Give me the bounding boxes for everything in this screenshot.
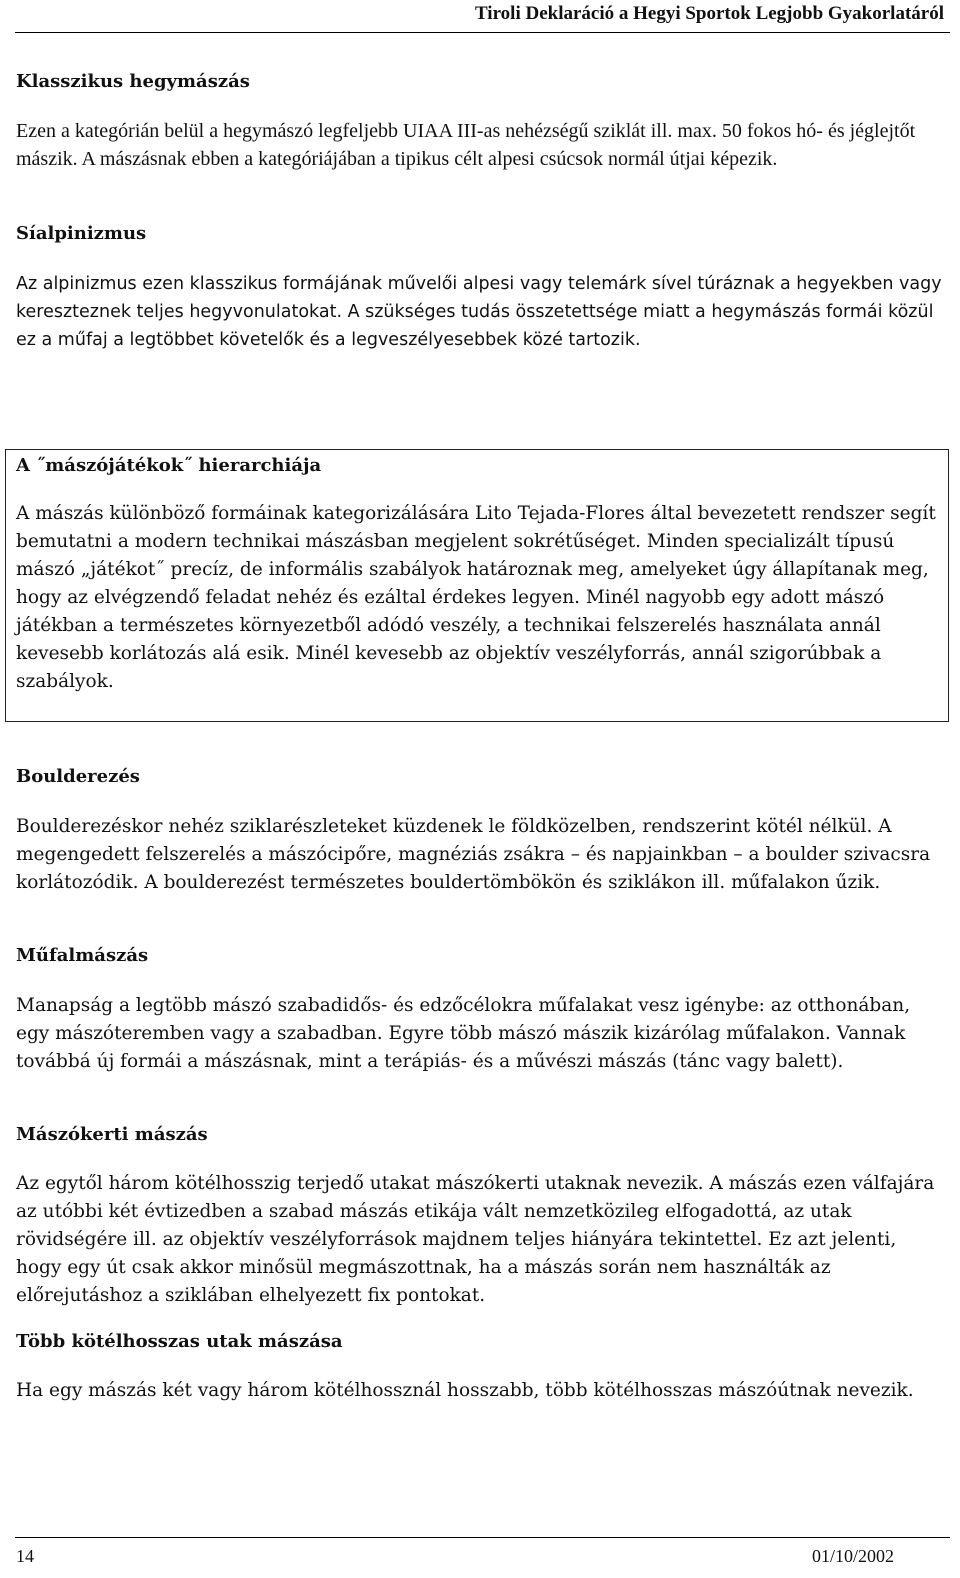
section-text-sialpinizmus: Az alpinizmus ezen klasszikus formájának művelői alpesi vagy telemárk sível túráznak a hegyekben vagy kereszteznek teljes hegyvonulatokat. A szükséges tudás összetettsége miatt a hegymászás formái közül ez a műfaj a legtöbbet követelők és a legveszélyesebbek közé tartozik.: [16, 274, 942, 350]
section-text-tobb-kotelhossz: Ha egy mászás két vagy három kötélhossznál hosszabb, több kötélhosszas mászóútnak nevezik.: [16, 1380, 914, 1401]
section-heading-tobb-kotelhossz: Több kötélhosszas utak mászása: [16, 1331, 343, 1352]
section-text-mufalmaszas: Manapság a legtöbb mászó szabadidős- és edzőcélokra műfalakat vesz igénybe: az otthonában, egy mászóteremben vagy a szabadban. Egyre több mászó mászik kizárólag műfalakon. Vannak továbbá új formái a mászásnak, mint a terápiás- és a művészi mászás (tánc vagy balett).: [16, 995, 911, 1072]
section-heading-klasszikus: Klasszikus hegymászás: [16, 71, 250, 92]
running-header: [0, 0, 960, 30]
section-heading-sialpinizmus: Síalpinizmus: [16, 223, 147, 244]
section-heading-boulderezes: Boulderezés: [16, 766, 140, 787]
highlight-box: [5, 449, 949, 722]
document-title: Tiroli Deklaráció a Hegyi Sportok Legjobb Gyakorlatáról: [474, 3, 944, 24]
section-text-maszojatekok: A mászás különböző formáinak kategorizálására Lito Tejada-Flores által bevezetett rendszer segít bemutatni a modern technikai mászásban megjelent sokrétűséget. Minden specializált típusú mászó „játékot˝ precíz, de informális szabályok határoznak meg, amelyeket úgy állapítanak meg, hogy az elvégzendő feladat nehéz és ezáltal érdekes legyen. Minél nagyobb egy adott mászó játékban a természetes környezetből adódó veszély, a technikai felszerelés használata annál kevesebb korlátozás alá esik. Minél kevesebb az objektív veszélyforrás, annál szigorúbbak a szabályok.: [16, 503, 936, 692]
section-heading-mufalmaszas: Műfalmászás: [16, 945, 149, 966]
footer-divider: [15, 1537, 950, 1538]
section-heading-maszokerti: Mászókerti mászás: [16, 1124, 208, 1145]
section-text-maszokerti: Az egytől három kötélhosszig terjedő utakat mászókerti utaknak nevezik. A mászás ezen válfajára az utóbbi két évtizedben a szabad mászás etikája vált nemzetközileg elfogadottá, az utak rövidségére ill. az objektív veszélyforrások majdnem teljes hiányára tekintettel. Ez azt jelenti, hogy egy út csak akkor minősül megmászottnak, ha a mászás során nem használták az előrejutáshoz a sziklában elhelyezett fix pontokat.: [16, 1173, 935, 1306]
section-text-boulderezes: Boulderezéskor nehéz sziklarészleteket küzdenek le földközelben, rendszerint kötél nélkül. A megengedett felszerelés a mászócipőre, magnéziás zsákra – és napjainkban – a boulder szivacsra korlátozódik. A boulderezést természetes bouldertömbökön és sziklákon ill. műfalakon űzik.: [16, 816, 931, 893]
section-text-klasszikus: Ezen a kategórián belül a hegymászó legfeljebb UIAA III-as nehézségű sziklát ill. max. 50 fokos hó- és jéglejtőt mászik. A mászásnak ebben a kategóriájában a tipikus célt alpesi csúcsok normál útjai képezik.: [16, 120, 916, 170]
section-heading-maszojatekok: A ˝mászójátékok˝ hierarchiája: [16, 455, 322, 476]
header-divider: [15, 32, 950, 33]
footer-date: 01/10/2002: [811, 1546, 894, 1566]
page-number: 14: [16, 1546, 34, 1566]
